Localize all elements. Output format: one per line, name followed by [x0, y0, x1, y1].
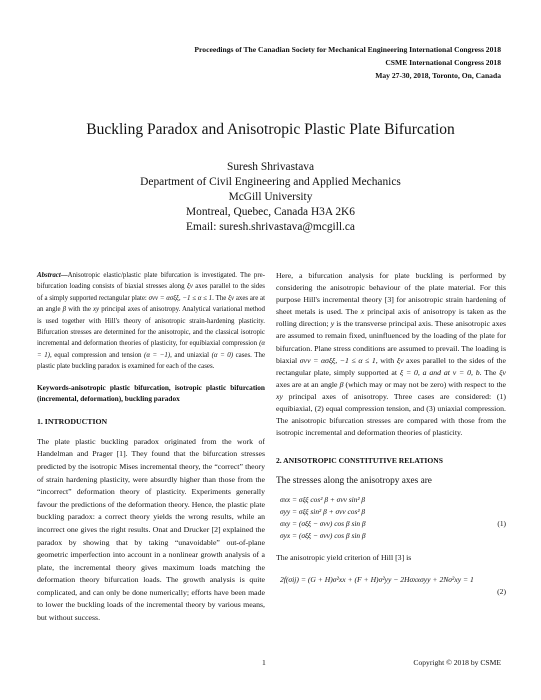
stress-intro-text: The stresses along the anisotropy axes are — [276, 476, 432, 487]
right-column — [276, 270, 506, 598]
equation-1-number: (1) — [497, 518, 506, 528]
right-column-paragraph: Here, a bifurcation analysis for plate buckling is performed by considering the anisotropic behaviour of the plate material. For this purpose Hill's incremental theory [3] for anisotropic strain hardening of sheet metals is used. The x principal axis of anisotropy is taken as the rolling direction; y is the transverse principal axis. These anisotropic axes are assumed to remain fixed, uninfluenced by the loading of the plate for bifurcation. Plane stress conditions are assumed to prevail. The loading is biaxial σνν = ασξξ, −1 ≤ α ≤ 1, with ξν axes parallel to the sides of the rectangular plate, simply supported at ξ = 0, a and at ν = 0, b. The ξν axes are at an angle β (which may or may not be zero) with respect to the xy principal axes of anisotropy. Three cases are considered: (1) equibiaxial, (2) equal compression tension, and (3) uniaxial compression. The anisotropic bifurcation stresses are compared with those from the isotropic incremental and deformation theories of plasticity. — [276, 271, 507, 438]
equation-1b: σyy = σξξ sin² β + σνν cos² β — [280, 506, 366, 516]
conference-header-line-1: Proceedings of The Canadian Society for Mechanical Engineering International Congress 2018 — [194, 45, 501, 54]
keywords: Keywords-anisotropic plastic bifurcation, isotropic plastic bifurcation (incremental, deformation), buckling paradox — [37, 382, 265, 403]
author-city: Montreal, Quebec, Canada H3A 2K6 — [186, 206, 355, 218]
section-heading-constitutive: 2. ANISOTROPIC CONSTITUTIVE RELATIONS — [276, 456, 443, 466]
equation-1d: σyx = (σξξ − σνν) cos β sin β — [280, 530, 366, 540]
author-university: McGill University — [228, 191, 313, 203]
introduction-paragraph: The plate plastic buckling paradox originated from the work of Handelman and Prager [1]. They found that the bifurcation stresses predicted by the isotropic Mises incremental theory, the “correct” theory of strain hardening plasticity, were absurdly higher than those from the “incorrect” deformation theory of plasticity. Experiments generally favour the predictions of the deformation theory. Hence, the plastic plate buckling paradox: a correct theory yields the wrong results, while an incorrect one gives the right results. Onat and Drucker [2] explained the paradox by showing that by taking “unavoidable” out-of-plane geometric imperfection into account in a nonlinear growth analysis of a plate, the incremental theory gives maximum loads matching the deformation theory bifurcation loads. The growth analysis is quite complicated, and can only be done numerically; efforts have been made to lower the buckling loads of the incremental theory by various means, but without success. — [37, 436, 265, 623]
equation-2: 2f(σij) = (G + H)σ²xx + (F + H)σ²yy − 2Hσxxσyy + 2Nσ²xy = 1 — [280, 574, 474, 584]
paper-title: Buckling Paradox and Anisotropic Plastic Plate Bifurcation — [86, 121, 455, 138]
copyright-notice: Copyright © 2018 by CSME — [413, 658, 501, 667]
abstract: Abstract—Anisotropic elastic/plastic plate bifurcation is investigated. The pre-bifurcation loading consists of biaxial stresses along ξν axes parallel to the sides of a simply supported rectangular plate: σνν = ασξξ, −1 ≤ α ≤ 1. The ξν axes are at an angle β with the xy principal axes of anisotropy. Analytical variational method is used together with Hill's theory of anisotropic strain-hardening plasticity. Bifurcation stresses are determined for the anisotropic, and the classical isotropic incremental and deformation theories of plasticity, for equibiaxial compression (α = 1), equal compression and tension (α = −1), and uniaxial (α = 0) cases. The plastic plate buckling paradox is examined for each of the cases. — [37, 272, 266, 371]
abstract-load-condition: σνν = ασξξ, −1 ≤ α ≤ 1 — [148, 294, 213, 302]
abstract-label: Abstract — [37, 272, 61, 279]
left-column — [37, 270, 265, 625]
section-heading-introduction: 1. INTRODUCTION — [37, 416, 108, 426]
boundary-condition: ξ = 0, a and at ν = 0, b — [399, 367, 480, 377]
author-name: Suresh Shrivastava — [227, 161, 314, 173]
equation-2-number: (2) — [497, 586, 506, 596]
equation-1c: σxy = (σξξ − σνν) cos β sin β (1) — [280, 518, 506, 528]
conference-header-line-3: May 27-30, 2018, Toronto, On, Canada — [375, 71, 501, 80]
equation-1-block — [276, 494, 506, 542]
equation-1a: σxx = σξξ cos² β + σνν sin² β — [280, 494, 366, 504]
yield-criterion-intro: The anisotropic yield criterion of Hill [3] is — [276, 552, 412, 562]
author-department: Department of Civil Engineering and Applied Mechanics — [140, 176, 401, 188]
author-email: Email: suresh.shrivastava@mcgill.ca — [186, 221, 355, 233]
conference-header-line-2: CSME International Congress 2018 — [385, 58, 501, 67]
page-number: 1 — [262, 658, 266, 667]
loading-condition: σνν = ασξξ, −1 ≤ α ≤ 1 — [299, 355, 376, 365]
